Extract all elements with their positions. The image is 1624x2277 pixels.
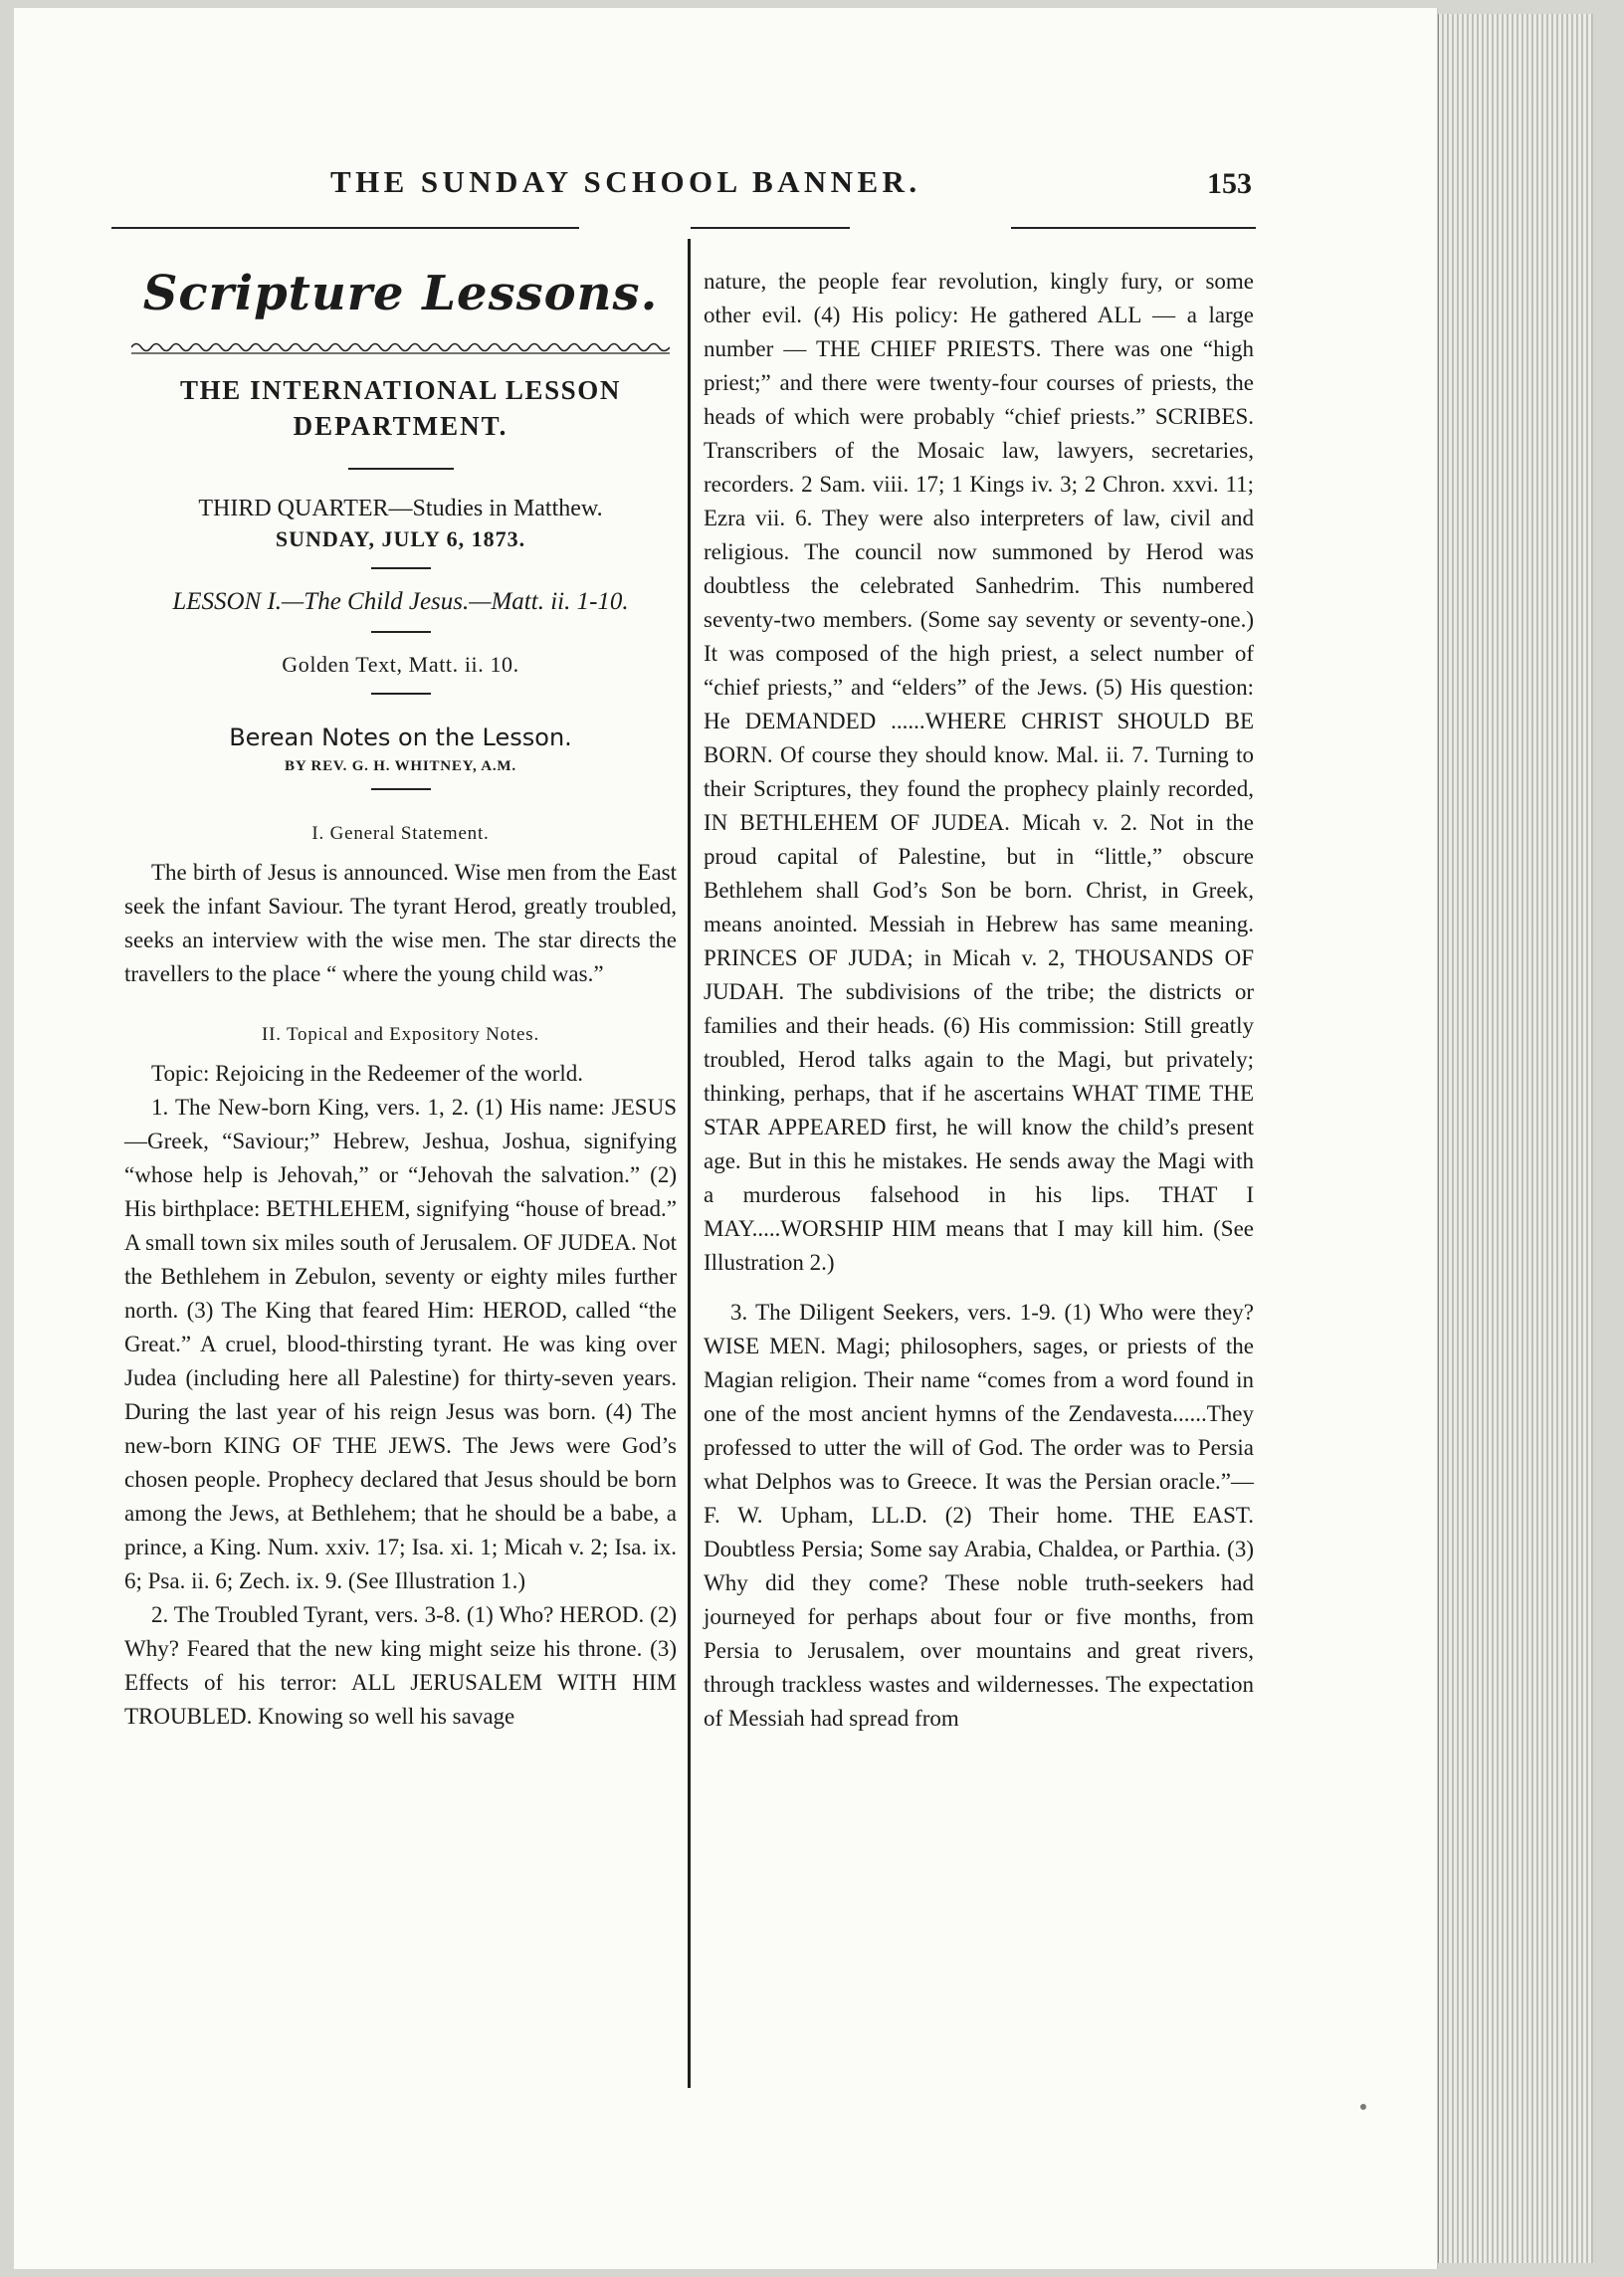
general-statement-text: The birth of Jesus is announced. Wise men from the East seek the infant Saviour. The tyrant Herod, greatly troubled, seeks an interview with the wise men. The star directs the travellers to the place “ where the young child was.”	[124, 860, 677, 986]
book-page-edges	[1437, 14, 1593, 2263]
header-rule-right	[1011, 227, 1256, 229]
column-divider	[688, 239, 691, 2088]
short-rule	[371, 693, 431, 695]
general-statement-heading: I. General Statement.	[311, 823, 490, 844]
sunday-date: SUNDAY, JULY 6, 1873.	[275, 526, 526, 551]
topic-paragraph: Topic: Rejoicing in the Redeemer of the world.	[151, 1061, 583, 1086]
short-rule	[371, 567, 431, 569]
diligent-seekers-paragraph: 3. The Diligent Seekers, vers. 1-9. (1) Who were they? WISE MEN. Magi; philosophers, sages, or priests of the Magian religion. Their name “comes from a word found in one of the most ancient hymns of the Zendavesta......They professed to utter the will of God. The order was to Persia what Delphos was to Greece. It was the Persian oracle.”—F. W. Upham, LL.D. (2) Their home. THE EAST. Doubtless Persia; Some say Arabia, Chaldea, or Parthia. (3) Why did they come? These noble truth-seekers had journeyed for perhaps about four or five months, from Persia to Jerusalem, over mountains and great rivers, through trackless wastes and wildernesses. The expectation of Messiah had spread from	[704, 1300, 1254, 1731]
running-title: THE SUNDAY SCHOOL BANNER.	[330, 164, 921, 199]
divider-rule	[348, 468, 454, 470]
department-title-line1: THE INTERNATIONAL LESSON	[179, 375, 622, 405]
right-column	[704, 265, 1254, 1736]
page-number: 153	[1207, 167, 1252, 200]
new-born-king-paragraph: 1. The New-born King, vers. 1, 2. (1) His name: JESUS—Greek, “Saviour;” Hebrew, Jeshua, Joshua, signifying “whose help is Jehovah,” or “Jehovah the salvation.” (2) His birthplace: BETHLEHEM, signifying “house of bread.” A small town six miles south of Jerusalem. OF JUDEA. Not the Bethlehem in Zebulon, seventy or eighty miles further north. (3) The King that feared Him: HEROD, called “the Great.” A cruel, blood-thirsting tyrant. He was king over Judea (including here all Palestine) for thirty-seven years. During the last year of his reign Jesus was born. (4) The new-born KING OF THE JEWS. The Jews were God’s chosen people. Prophecy declared that Jesus should be born among the Jews, at Bethlehem; that he should be a babe, a prince, a King. Num. xxiv. 17; Isa. xi. 1; Micah v. 2; Isa. ix. 6; Psa. ii. 6; Zech. ix. 9. (See Illustration 1.)	[124, 1095, 677, 1593]
header-rule-mid	[691, 227, 850, 229]
author-byline: BY REV. G. H. WHITNEY, A.M.	[285, 758, 516, 774]
quarter-heading: THIRD QUARTER—Studies in Matthew.	[198, 496, 603, 521]
berean-notes-heading: Berean Notes on the Lesson.	[229, 724, 572, 751]
short-rule	[371, 631, 431, 633]
herod-continuation-paragraph: nature, the people fear revolution, kingly fury, or some other evil. (4) His policy: He gathered ALL — a large number — THE CHIEF PRIESTS. There was one “high priest;” and there were twenty-four courses of priests, the heads of which were probably “chief priests.” SCRIBES. Transcribers of the Mosaic law, lawyers, secretaries, recorders. 2 Sam. viii. 17; 1 Kings iv. 3; 2 Chron. xxvi. 11; Ezra vii. 6. They were also interpreters of law, civil and religious. The council now summoned by Herod was doubtless the celebrated Sanhedrim. This numbered seventy-two members. (Some say seventy or seventy-one.) It was composed of the high priest, a select number of “chief priests,” and “elders” of the Jews. (5) His question: He DEMANDED ......WHERE CHRIST SHOULD BE BORN. Of course they should know. Mal. ii. 7. Turning to their Scriptures, they found the prophecy plainly recorded, IN BETHLEHEM OF JUDEA. Micah v. 2. Not in the proud capital of Palestine, but in “little,” obscure Bethlehem shall God’s Son be born. Christ, in Greek, means anointed. Messiah in Hebrew has same meaning. PRINCES OF JUDA; in Micah v. 2, THOUSANDS OF JUDAH. The subdivisions of the tribe; the districts or families and their heads. (6) His commission: Still greatly troubled, Herod talks again to the Magi, but privately; thinking, perhaps, that if he ascertains WHAT TIME THE STAR APPEARED first, he will know the child’s present age. But in this he mistakes. He sends away the Magi with a murderous falsehood in his lips. THAT I MAY.....WORSHIP HIM means that I may kill him. (See Illustration 2.)	[704, 269, 1254, 1275]
section-title: Scripture Lessons.	[142, 266, 659, 321]
header-rule-left	[111, 227, 579, 229]
golden-text: Golden Text, Matt. ii. 10.	[282, 652, 519, 677]
topical-notes-heading: II. Topical and Expository Notes.	[261, 1024, 540, 1045]
department-title-line2: DEPARTMENT.	[293, 411, 508, 441]
book-page	[14, 8, 1438, 2269]
short-rule	[371, 788, 431, 790]
lesson-heading: LESSON I.—The Child Jesus.—Matt. ii. 1-10.	[172, 588, 629, 615]
left-column	[124, 265, 677, 1734]
troubled-tyrant-paragraph: 2. The Troubled Tyrant, vers. 3-8. (1) Who? HEROD. (2) Why? Feared that the new king might seize his throne. (3) Effects of his terror: ALL JERUSALEM WITH HIM TROUBLED. Knowing so well his savage	[124, 1602, 677, 1729]
speck-mark	[1360, 2104, 1366, 2110]
wavy-rule	[131, 336, 670, 358]
